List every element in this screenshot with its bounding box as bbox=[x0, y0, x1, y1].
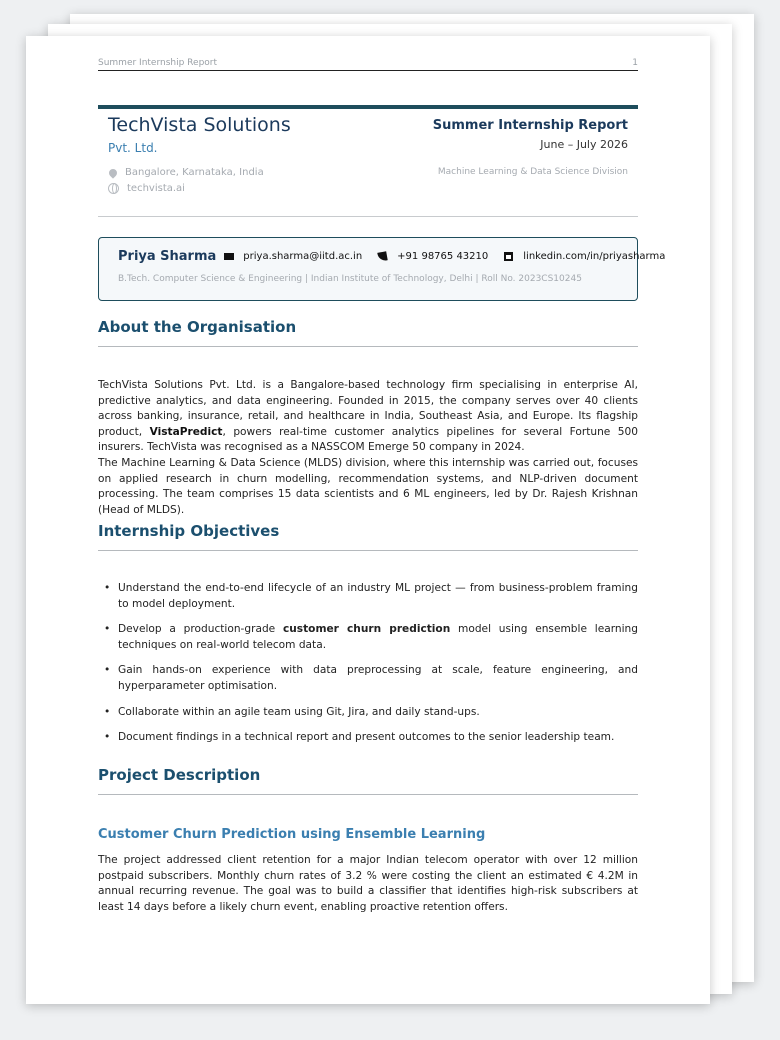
section-rule-project bbox=[98, 794, 638, 795]
about-paragraph-2: The Machine Learning & Data Science (MLDS) division, where this internship was carried out, focuses on applied research in churn modelling, recommendation systems, and NLP-driven document processing. The team comprises 15 data scientists and 6 ML engineers, led by Dr. Rajesh Krishnan (Head of MLDS). bbox=[98, 457, 638, 516]
about-p1-text-a: TechVista Solutions Pvt. Ltd. is a Bangalore-based technology firm specialising in enterprise AI, predictive analytics, and data engineering. Founded in 2015, the company serves over 40 clients across banking, insurance, retail, and healthcare in India, Southeast Asia, and Europe. Its flagship product, bbox=[98, 379, 638, 438]
organisation-suffix: Pvt. Ltd. bbox=[108, 141, 158, 155]
student-info-card bbox=[98, 237, 666, 301]
project-paragraph-1: The project addressed client retention for a major Indian telecom operator with over 12 million postpaid subscribers. Monthly churn rates of 3.2 % were costing the client an estimated € 4.2M in annual recurring revenue. The goal was to build a classifier that identifies high-risk subscribers at least 14 days before a likely churn event, enabling proactive retention offers. bbox=[98, 854, 638, 913]
report-division: Machine Learning & Data Science Division bbox=[437, 167, 628, 177]
student-contact-row bbox=[118, 249, 665, 264]
student-email[interactable]: priya.sharma@iitd.ac.in bbox=[243, 251, 363, 262]
section-heading-project: Project Description bbox=[98, 766, 261, 784]
obj2-emphasis: customer churn prediction bbox=[282, 623, 451, 636]
header-divider bbox=[98, 216, 638, 217]
list-item: • Understand the end-to-end lifecycle of an industry ML project — from business-problem framing to model deployment. bbox=[98, 581, 638, 612]
list-item: • Document findings in a technical report and present outcomes to the senior leadership team. bbox=[98, 730, 638, 746]
organisation-website bbox=[108, 183, 185, 194]
globe-icon bbox=[108, 183, 119, 194]
organisation-location bbox=[108, 167, 264, 178]
running-header-title: Summer Internship Report bbox=[98, 58, 218, 68]
student-phone: +91 98765 43210 bbox=[397, 251, 489, 262]
organisation-name: TechVista Solutions bbox=[108, 114, 291, 136]
section-rule-objectives bbox=[98, 550, 638, 551]
about-paragraph-1 bbox=[98, 378, 638, 456]
about-p1-product: VistaPredict bbox=[149, 425, 223, 438]
obj2-text-b: model using ensemble learning techniques on real-world telecom data. bbox=[118, 623, 638, 651]
report-title: Summer Internship Report bbox=[432, 118, 628, 133]
obj2-text-a: Develop a production-grade bbox=[118, 623, 283, 636]
section-heading-about: About the Organisation bbox=[98, 318, 297, 336]
section-heading-objectives: Internship Objectives bbox=[98, 522, 280, 540]
student-name: Priya Sharma bbox=[118, 249, 217, 264]
location-text: Bangalore, Karnataka, India bbox=[125, 167, 264, 178]
about-p1-text-b: , powers real-time customer analytics pipelines for several Fortune 500 insurers. TechVista was recognised as a NASSCOM Emerge 50 company in 2024. bbox=[98, 425, 639, 454]
running-header bbox=[98, 58, 638, 71]
report-page bbox=[26, 36, 710, 1004]
location-pin-icon bbox=[107, 167, 118, 178]
header-accent-bar bbox=[98, 105, 638, 109]
student-linkedin[interactable]: linkedin.com/in/priyasharma bbox=[523, 251, 666, 262]
objectives-list bbox=[98, 581, 638, 756]
website-text: techvista.ai bbox=[127, 183, 185, 194]
list-item bbox=[98, 622, 638, 653]
page-number: 1 bbox=[632, 58, 638, 68]
list-item: • Collaborate within an agile team using Git, Jira, and daily stand-ups. bbox=[98, 705, 638, 721]
linkedin-icon bbox=[504, 252, 513, 261]
project-subtitle: Customer Churn Prediction using Ensemble Learning bbox=[98, 827, 486, 842]
report-period: June – July 2026 bbox=[540, 138, 628, 151]
phone-icon bbox=[377, 251, 387, 261]
student-education: B.Tech. Computer Science & Engineering | Indian Institute of Technology, Delhi | Roll No. 2023CS10245 bbox=[118, 274, 582, 284]
section-rule-about bbox=[98, 346, 638, 347]
envelope-icon bbox=[224, 253, 234, 260]
list-item: • Gain hands-on experience with data preprocessing at scale, feature engineering, and hyperparameter optimisation. bbox=[98, 663, 638, 694]
